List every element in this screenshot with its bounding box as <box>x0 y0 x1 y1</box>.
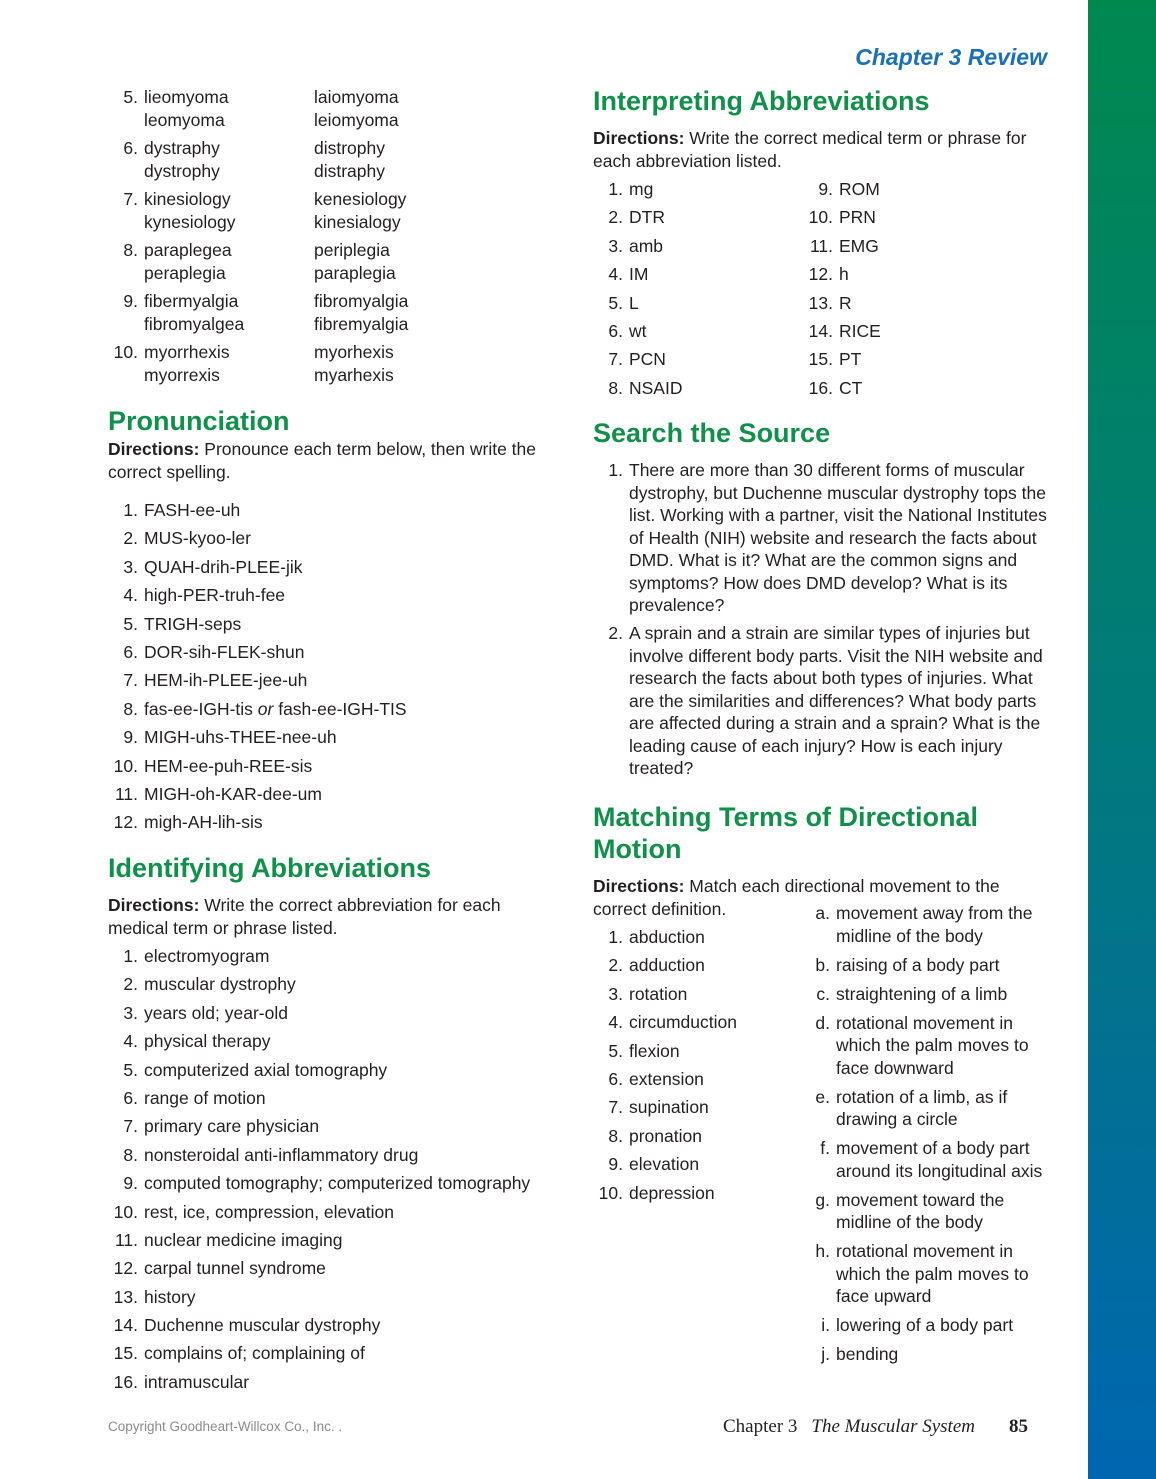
item-text: Duchenne muscular dystrophy <box>144 1315 381 1336</box>
item-number: 1. <box>608 927 623 947</box>
search-item <box>593 459 1048 617</box>
item-text: DOR-sih-FLEK-shun <box>144 641 305 662</box>
spelling-option: distraphy <box>314 160 386 181</box>
item-number: 14. <box>113 1315 138 1336</box>
spelling-row <box>144 137 385 160</box>
pronunciation-item <box>108 584 558 607</box>
pronunciation-item <box>108 527 558 550</box>
spelling-option: peraplegia <box>144 262 226 283</box>
item-text: physical therapy <box>144 1031 271 1052</box>
identifying-item <box>108 1201 578 1224</box>
definition-letter: c. <box>816 983 830 1004</box>
item-number: 8. <box>608 1125 623 1146</box>
item-text: migh-AH-lih-sis <box>144 812 263 833</box>
item-number: 4. <box>123 585 138 606</box>
item-number: 7. <box>123 189 138 209</box>
matching-definition <box>808 1086 1053 1131</box>
definition-text: rotational movement in which the palm moves to face upward <box>836 1241 1029 1306</box>
footer-chapter: Chapter 3 <box>723 1416 798 1437</box>
definition-letter: h. <box>815 1241 830 1261</box>
spelling-options <box>138 290 408 335</box>
spelling-row <box>144 313 408 336</box>
item-text: L <box>629 292 639 313</box>
abbreviation-item <box>593 178 833 201</box>
spelling-option: paraplegea <box>144 240 232 260</box>
item-number: 3. <box>123 556 138 577</box>
item-text: mg <box>629 179 654 199</box>
item-number: 5. <box>123 1059 138 1080</box>
interpreting-column-1 <box>593 178 833 405</box>
identifying-item <box>108 1172 578 1195</box>
pronunciation-item <box>108 641 558 664</box>
definition-letter: g. <box>815 1189 830 1210</box>
spelling-option: fibromyalgea <box>144 313 245 334</box>
identifying-list <box>108 945 578 1399</box>
identifying-item <box>108 1115 578 1138</box>
spelling-item <box>108 137 548 182</box>
matching-term <box>593 1125 793 1148</box>
spelling-row <box>144 364 394 387</box>
item-number: 8. <box>123 698 138 719</box>
item-text: MIGH-oh-KAR-dee-um <box>144 783 322 804</box>
item-text: flexion <box>629 1040 680 1061</box>
directions-text: Match each directional movement to the correct definition. <box>593 876 1000 919</box>
item-text: intramuscular <box>144 1371 250 1392</box>
item-text: depression <box>629 1182 715 1203</box>
or-word: or <box>257 698 274 719</box>
identifying-item <box>108 1087 578 1110</box>
definition-letter: e. <box>815 1086 830 1107</box>
item-text: computerized axial tomography <box>144 1059 388 1080</box>
item-number: 2. <box>123 974 138 995</box>
item-text: RICE <box>839 320 881 341</box>
spelling-option: paraplegia <box>314 262 396 283</box>
matching-term <box>593 1182 793 1205</box>
copyright: Copyright Goodheart-Willcox Co., Inc. . <box>108 1419 343 1434</box>
spelling-option: fibermyalgia <box>144 291 239 311</box>
footer-book-title: The Muscular System <box>811 1416 975 1437</box>
abbreviation-item <box>803 235 1053 258</box>
item-text: primary care physician <box>144 1116 320 1137</box>
abbreviation-item <box>593 206 833 229</box>
item-number: 8. <box>123 1144 138 1165</box>
spelling-option: myorhexis <box>314 342 394 362</box>
item-text: pronation <box>629 1125 702 1146</box>
abbreviation-item <box>593 348 833 371</box>
item-text: QUAH-drih-PLEE-jik <box>144 556 303 577</box>
item-number: 2. <box>123 528 138 549</box>
item-number: 1. <box>608 460 623 480</box>
item-text: abduction <box>629 927 705 947</box>
item-text: MUS-kyoo-ler <box>144 528 251 549</box>
definition-text: lowering of a body part <box>836 1315 1014 1335</box>
pronunciation-item <box>108 613 558 636</box>
spelling-option: fibremyalgia <box>314 313 409 334</box>
item-text: PCN <box>629 349 666 370</box>
identifying-item <box>108 1314 578 1337</box>
item-number: 7. <box>608 349 623 370</box>
item-number: 10. <box>598 1182 623 1203</box>
spelling-row <box>144 211 406 234</box>
item-text: R <box>839 292 852 313</box>
item-number: 11. <box>114 783 138 804</box>
item-text: range of motion <box>144 1087 266 1108</box>
item-text: EMG <box>839 235 879 256</box>
item-text: A sprain and a strain are similar types of injuries but involve different body parts. Visit the NIH website and research the facts about both types of injuries. What are the similarities and differences? What body parts are affected during a strain and a sprain? What is the leading cause of each injury? How is each injury treated? <box>629 623 1043 779</box>
item-number: 15. <box>113 1343 138 1364</box>
matching-term <box>593 983 793 1006</box>
matching-definitions-list <box>808 902 1053 1372</box>
item-number: 7. <box>123 670 138 691</box>
item-number: 2. <box>608 207 623 228</box>
identifying-item <box>108 1002 578 1025</box>
item-number: 16. <box>808 377 833 398</box>
identifying-directions <box>108 894 548 939</box>
spelling-row <box>144 239 396 262</box>
item-number: 5. <box>608 292 623 313</box>
pronunciation-item <box>108 726 558 749</box>
item-text: PT <box>839 349 862 370</box>
matching-term <box>593 1011 793 1034</box>
directions-label: Directions: <box>108 439 200 459</box>
matching-definition <box>808 1189 1053 1234</box>
item-text: ROM <box>839 179 880 199</box>
item-number: 10. <box>113 755 138 776</box>
item-number: 5. <box>123 87 138 107</box>
definition-text: movement away from the midline of the body <box>836 903 1033 946</box>
pronunciation-item <box>108 499 558 522</box>
pronunciation-heading: Pronunciation <box>108 406 290 436</box>
item-text: circumduction <box>629 1012 737 1033</box>
abbreviation-item <box>593 377 833 400</box>
definition-letter: a. <box>815 903 830 923</box>
item-number: 7. <box>608 1097 623 1118</box>
item-text: extension <box>629 1068 704 1089</box>
abbreviation-item <box>803 206 1053 229</box>
item-text: rotation <box>629 983 688 1004</box>
item-number: 6. <box>608 320 623 341</box>
item-text: IM <box>629 264 649 285</box>
item-text: HEM-ih-PLEE-jee-uh <box>144 670 308 691</box>
item-number: 3. <box>123 1002 138 1023</box>
spelling-option: myorrhexis <box>144 342 230 362</box>
matching-term <box>593 954 793 977</box>
directions-text: Write the correct medical term or phrase for each abbreviation listed. <box>593 128 1027 171</box>
definition-text: rotation of a limb, as if drawing a circle <box>836 1086 1008 1129</box>
matching-terms-list <box>593 926 793 1210</box>
identifying-item <box>108 1030 578 1053</box>
item-number: 12. <box>808 264 833 285</box>
definition-letter: b. <box>815 954 830 975</box>
interpreting-abbreviations-heading: Interpreting Abbreviations <box>593 86 930 116</box>
item-text: There are more than 30 different forms of muscular dystrophy, but Duchenne muscular dystrophy tops the list. Working with a partner, visit the National Institutes of Health (NIH) website and research the facts about DMD. What is it? What are the common signs and symptoms? How does DMD develop? What is its prevalence? <box>629 460 1047 615</box>
spelling-option: kinesialogy <box>314 211 401 232</box>
page-edge-color-bar <box>1088 0 1156 1479</box>
item-text: history <box>144 1286 196 1307</box>
directions-text: Write the correct abbreviation for each medical term or phrase listed. <box>108 895 501 938</box>
item-number: 6. <box>123 138 138 158</box>
identifying-item <box>108 973 578 996</box>
spelling-options <box>138 341 394 386</box>
item-text: nonsteroidal anti-inflammatory drug <box>144 1144 419 1165</box>
definition-letter: f. <box>820 1138 830 1158</box>
abbreviation-item <box>593 320 833 343</box>
pronunciation-item <box>108 669 558 692</box>
spelling-row <box>144 341 394 364</box>
directions-label: Directions: <box>108 895 200 915</box>
item-number: 12. <box>113 812 138 833</box>
spelling-option: distrophy <box>314 138 386 158</box>
matching-definition <box>808 1343 1053 1366</box>
item-number: 15. <box>808 349 833 370</box>
pronunciation-item <box>108 698 558 721</box>
matching-term <box>593 1153 793 1176</box>
item-text: amb <box>629 235 664 256</box>
spelling-row <box>144 262 396 285</box>
spelling-list <box>108 86 548 392</box>
item-text: PRN <box>839 207 876 228</box>
item-number: 4. <box>608 1012 623 1033</box>
item-number: 5. <box>123 613 138 634</box>
matching-heading: Matching Terms of Directional Motion <box>593 802 979 864</box>
abbreviation-item <box>803 178 1053 201</box>
matching-definition <box>808 1314 1053 1337</box>
item-text: supination <box>629 1097 709 1118</box>
item-text: elevation <box>629 1154 700 1175</box>
identifying-item <box>108 1059 578 1082</box>
directions-label: Directions: <box>593 128 685 148</box>
spelling-option: kinesiology <box>144 189 231 209</box>
pronunciation-item <box>108 556 558 579</box>
spelling-option: dystraphy <box>144 138 220 158</box>
definition-text: movement of a body part around its longitudinal axis <box>836 1138 1043 1181</box>
item-number: 13. <box>808 292 833 313</box>
item-number: 10. <box>113 342 138 362</box>
item-number: 10. <box>808 207 833 228</box>
spelling-item <box>108 86 548 131</box>
item-text: FASH-ee-uh <box>144 500 241 520</box>
search-item <box>593 622 1048 780</box>
identifying-item <box>108 1371 578 1394</box>
item-number: 1. <box>608 179 623 199</box>
item-text: DTR <box>629 207 665 228</box>
item-number: 3. <box>608 235 623 256</box>
item-text: nuclear medicine imaging <box>144 1229 343 1250</box>
spelling-option: myarhexis <box>314 364 394 385</box>
item-text: rest, ice, compression, elevation <box>144 1201 394 1222</box>
pronunciation-item <box>108 811 558 834</box>
spelling-options <box>138 188 406 233</box>
identifying-item <box>108 945 578 968</box>
item-number: 11. <box>114 1229 138 1250</box>
spelling-option: laiomyoma <box>314 87 399 107</box>
spelling-options <box>138 137 385 182</box>
item-number: 8. <box>608 377 623 398</box>
matching-term <box>593 926 793 949</box>
directions-label: Directions: <box>593 876 685 896</box>
spelling-option: lieomyoma <box>144 87 229 107</box>
definition-text: rotational movement in which the palm moves to face downward <box>836 1012 1029 1078</box>
item-number: 2. <box>608 955 623 976</box>
item-number: 9. <box>123 291 138 311</box>
definition-letter: i. <box>821 1315 830 1335</box>
matching-definition <box>808 1137 1053 1182</box>
item-text: TRIGH-seps <box>144 613 242 634</box>
spelling-option: leomyoma <box>144 109 225 130</box>
interpreting-directions <box>593 127 1043 172</box>
item-number: 9. <box>608 1154 623 1175</box>
definition-text: bending <box>836 1344 899 1364</box>
item-number: 9. <box>123 727 138 748</box>
spelling-option: dystrophy <box>144 160 220 181</box>
item-number: 10. <box>113 1201 138 1222</box>
definition-letter: j. <box>821 1344 830 1364</box>
spelling-row <box>144 109 399 132</box>
search-list <box>593 459 1048 786</box>
spelling-option: kenesiology <box>314 189 407 209</box>
directions-text: Pronounce each term below, then write the correct spelling. <box>108 439 536 482</box>
identifying-item <box>108 1229 578 1252</box>
abbreviation-item <box>803 292 1053 315</box>
page-number: 85 <box>1009 1416 1028 1437</box>
definition-text: raising of a body part <box>836 954 1000 975</box>
abbreviation-item <box>803 263 1053 286</box>
spelling-item <box>108 239 548 284</box>
item-number: 4. <box>123 1031 138 1052</box>
interpreting-column-2 <box>803 178 1053 405</box>
item-text: NSAID <box>629 377 683 398</box>
definition-letter: d. <box>815 1012 830 1033</box>
item-text: electromyogram <box>144 946 270 966</box>
item-number: 2. <box>608 623 623 644</box>
spelling-row <box>144 160 385 183</box>
item-number: 8. <box>123 240 138 260</box>
item-number: 1. <box>123 946 138 966</box>
item-number: 11. <box>809 235 833 256</box>
item-text: h <box>839 264 849 285</box>
spelling-row <box>144 290 408 313</box>
item-text: computed tomography; computerized tomography <box>144 1173 531 1194</box>
matching-term <box>593 1068 793 1091</box>
search-the-source-heading: Search the Source <box>593 418 831 448</box>
item-text: carpal tunnel syndrome <box>144 1258 326 1279</box>
item-number: 12. <box>113 1258 138 1279</box>
item-number: 4. <box>608 264 623 285</box>
identifying-item <box>108 1286 578 1309</box>
matching-definition <box>808 954 1053 977</box>
matching-term <box>593 1096 793 1119</box>
identifying-item <box>108 1342 578 1365</box>
spelling-options <box>138 86 399 131</box>
spelling-item <box>108 188 548 233</box>
pronunciation-item <box>108 755 558 778</box>
item-number: 3. <box>608 983 623 1004</box>
item-text: HEM-ee-puh-REE-sis <box>144 755 313 776</box>
spelling-option: leiomyoma <box>314 109 399 130</box>
item-text: complains of; complaining of <box>144 1343 365 1364</box>
item-number: 7. <box>123 1116 138 1137</box>
spelling-option: fibromyalgia <box>314 291 409 311</box>
item-number: 6. <box>608 1068 623 1089</box>
spelling-option: periplegia <box>314 240 390 260</box>
page-footer <box>723 1416 1028 1438</box>
spelling-option: myorrexis <box>144 364 220 385</box>
definition-text: movement toward the midline of the body <box>836 1189 1005 1232</box>
interpreting-list <box>593 178 1053 405</box>
identifying-abbreviations-heading: Identifying Abbreviations <box>108 853 432 883</box>
item-text: high-PER-truh-fee <box>144 585 286 606</box>
spelling-row <box>144 188 406 211</box>
spelling-options <box>138 239 396 284</box>
abbreviation-item <box>593 263 833 286</box>
item-text: adduction <box>629 955 705 976</box>
pronunciation-item <box>108 783 558 806</box>
item-number: 16. <box>113 1371 138 1392</box>
identifying-item <box>108 1144 578 1167</box>
item-number: 13. <box>113 1286 138 1307</box>
spelling-option: kynesiology <box>144 211 236 232</box>
matching-definition <box>808 1012 1053 1080</box>
item-text: fas-ee-IGH-tis or fash-ee-IGH-TIS <box>144 698 407 719</box>
abbreviation-item <box>803 377 1053 400</box>
abbreviation-item <box>803 348 1053 371</box>
definition-text: straightening of a limb <box>836 983 1008 1004</box>
item-number: 1. <box>123 500 138 520</box>
spelling-item <box>108 341 548 386</box>
chapter-review-header: Chapter 3 Review <box>855 44 1047 70</box>
item-number: 6. <box>123 641 138 662</box>
abbreviation-item <box>803 320 1053 343</box>
spelling-row <box>144 86 399 109</box>
abbreviation-item <box>593 292 833 315</box>
item-number: 9. <box>818 179 833 199</box>
matching-definition <box>808 902 1053 947</box>
pronunciation-list <box>108 499 558 840</box>
item-number: 6. <box>123 1087 138 1108</box>
matching-definition <box>808 983 1053 1006</box>
item-text: years old; year-old <box>144 1002 288 1023</box>
item-number: 9. <box>123 1173 138 1194</box>
item-number: 14. <box>808 320 833 341</box>
item-text: muscular dystrophy <box>144 974 296 995</box>
item-number: 5. <box>608 1040 623 1061</box>
item-text: wt <box>629 320 647 341</box>
abbreviation-item <box>593 235 833 258</box>
item-text: CT <box>839 377 863 398</box>
matching-term <box>593 1040 793 1063</box>
pronunciation-directions <box>108 438 548 483</box>
matching-definition <box>808 1240 1053 1308</box>
item-text: MIGH-uhs-THEE-nee-uh <box>144 727 337 748</box>
identifying-item <box>108 1257 578 1280</box>
spelling-item <box>108 290 548 335</box>
